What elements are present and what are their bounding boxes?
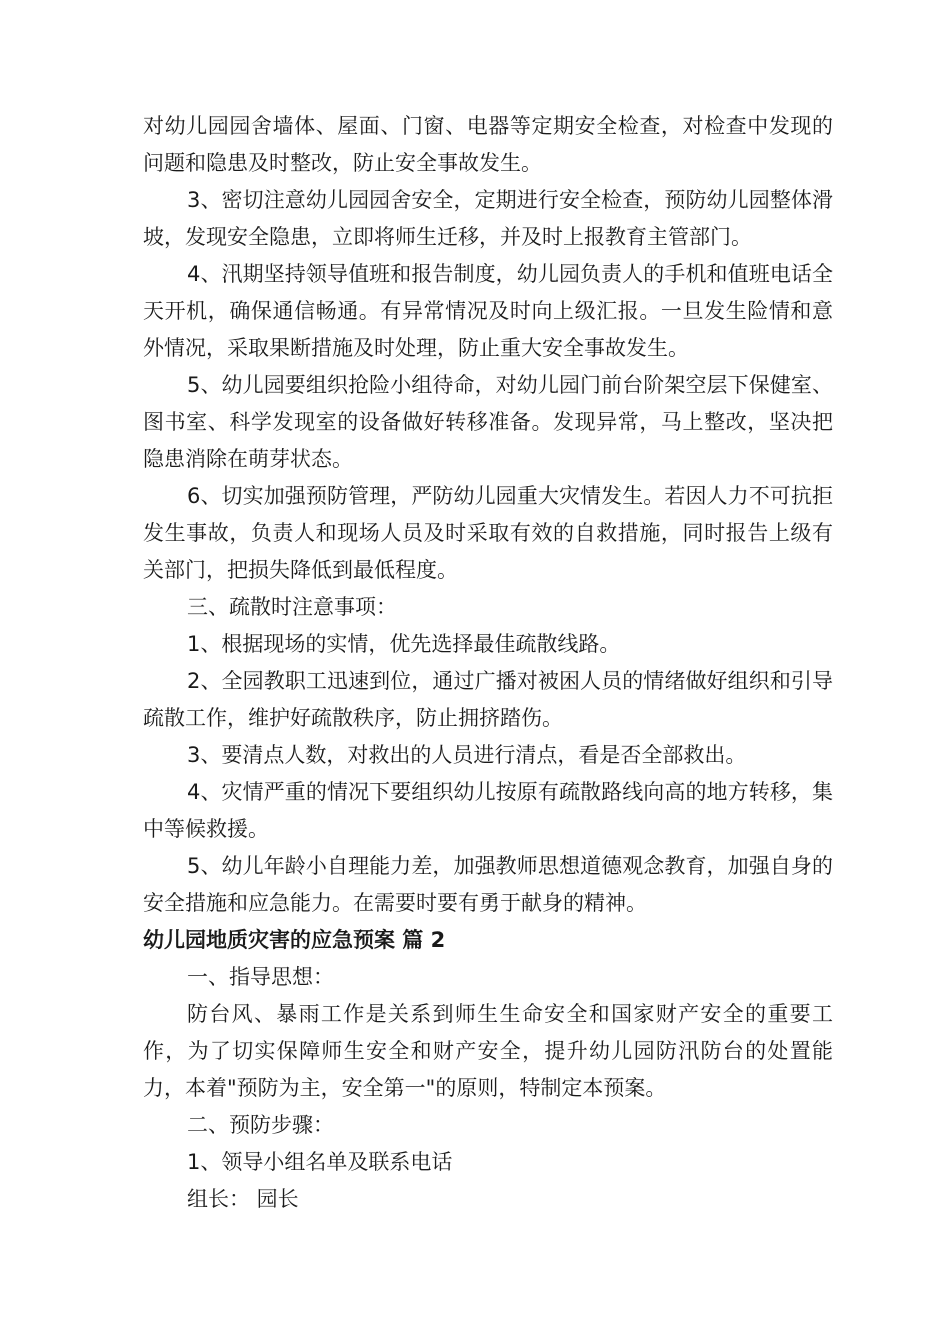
paragraph-guiding-thought: 防台风、暴雨工作是关系到师生生命安全和国家财产安全的重要工作，为了切实保障师生安全和财产安全，提升幼儿园防汛防台的处置能力，本着"预防为主，安全第一"的原则，特制定本预案。	[143, 1002, 833, 1100]
section-heading: 幼儿园地质灾害的应急预案 篇 2	[143, 928, 446, 952]
paragraph-evacuation-5: 5、幼儿年龄小自理能力差，加强教师思想道德观念教育，加强自身的安全措施和应急能力。在需要时要有勇于献身的精神。	[143, 854, 833, 915]
paragraph-leadership-list: 1、领导小组名单及联系电话	[187, 1150, 453, 1174]
subheading-evacuation-notes: 三、疏散时注意事项：	[187, 595, 397, 619]
paragraph-item-4: 4、汛期坚持领导值班和报告制度，幼儿园负责人的手机和值班电话全天开机，确保通信畅通。有异常情况及时向上级汇报。一旦发生险情和意外情况，采取果断措施及时处理，防止重大安全事故发生。	[143, 262, 833, 360]
subheading-guiding-thought: 一、指导思想：	[187, 965, 334, 989]
subheading-prevention-steps: 二、预防步骤：	[187, 1113, 334, 1137]
paragraph-evacuation-1: 1、根据现场的实情，优先选择最佳疏散线路。	[187, 632, 621, 656]
paragraph-item-6: 6、切实加强预防管理，严防幼儿园重大灾情发生。若因人力不可抗拒发生事故，负责人和现场人员及时采取有效的自救措施，同时报告上级有关部门，把损失降低到最低程度。	[143, 484, 833, 582]
paragraph-evacuation-2: 2、全园教职工迅速到位，通过广播对被困人员的情绪做好组织和引导疏散工作，维护好疏散秩序，防止拥挤踏伤。	[143, 669, 833, 730]
paragraph-evacuation-3: 3、要清点人数，对救出的人员进行清点，看是否全部救出。	[187, 743, 747, 767]
paragraph-group-leader: 组长： 园长	[187, 1187, 299, 1211]
paragraph-item-5: 5、幼儿园要组织抢险小组待命，对幼儿园门前台阶架空层下保健室、图书室、科学发现室的设备做好转移准备。发现异常，马上整改，坚决把隐患消除在萌芽状态。	[143, 373, 833, 471]
document-body	[143, 108, 833, 1218]
paragraph-inspection: 对幼儿园园舍墙体、屋面、门窗、电器等定期安全检查，对检查中发现的问题和隐患及时整改，防止安全事故发生。	[143, 114, 833, 175]
paragraph-evacuation-4: 4、灾情严重的情况下要组织幼儿按原有疏散路线向高的地方转移，集中等候救援。	[143, 780, 833, 841]
paragraph-item-3: 3、密切注意幼儿园园舍安全，定期进行安全检查，预防幼儿园整体滑坡，发现安全隐患，立即将师生迁移，并及时上报教育主管部门。	[143, 188, 833, 249]
